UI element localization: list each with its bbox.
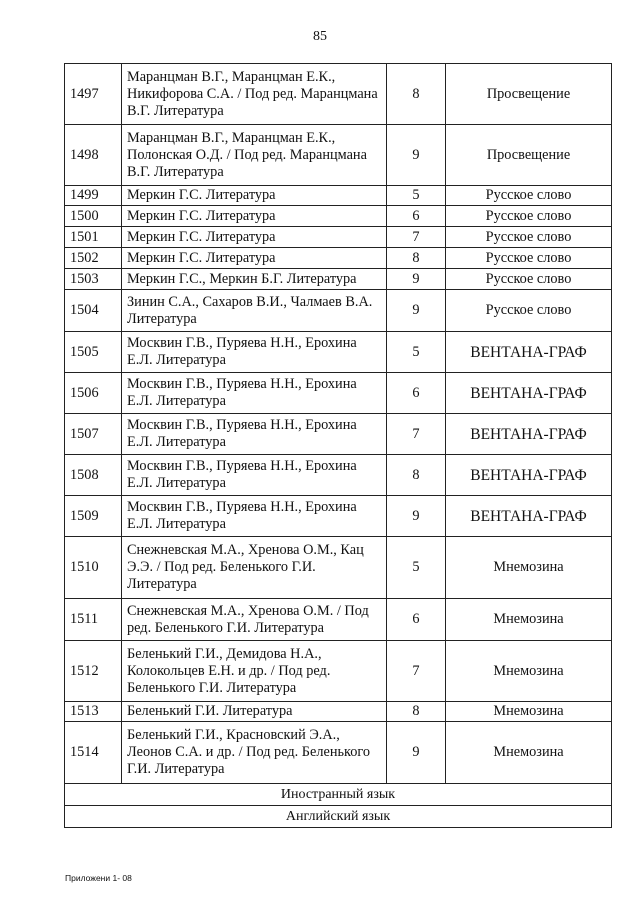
grade: 5 [387,332,446,373]
publisher: ВЕНТАНА-ГРАФ [446,414,612,455]
grade: 6 [387,206,446,227]
row-number: 1504 [65,290,122,332]
table-row [65,332,612,373]
book-title: Беленький Г.И., Демидова Н.А., Колокольцев Е.Н. и др. / Под ред. Беленького Г.И. Литература [122,641,387,702]
publisher: Мнемозина [446,722,612,784]
grade: 6 [387,599,446,641]
table-row [65,125,612,186]
table-row [65,206,612,227]
section-row-english-language [65,806,612,828]
table-row [65,599,612,641]
table-row [65,722,612,784]
grade: 8 [387,455,446,496]
book-title: Меркин Г.С., Меркин Б.Г. Литература [122,269,387,290]
grade: 7 [387,414,446,455]
row-number: 1507 [65,414,122,455]
row-number: 1514 [65,722,122,784]
row-number: 1505 [65,332,122,373]
publisher: ВЕНТАНА-ГРАФ [446,373,612,414]
section-row-foreign-language [65,784,612,806]
book-title: Снежневская М.А., Хренова О.М., Кац Э.Э. / Под ред. Беленького Г.И. Литература [122,537,387,599]
publisher: Русское слово [446,206,612,227]
book-title: Москвин Г.В., Пуряева Н.Н., Ерохина Е.Л. Литература [122,332,387,373]
table-row [65,227,612,248]
book-title: Беленький Г.И. Литература [122,702,387,722]
book-title: Зинин С.А., Сахаров В.И., Чалмаев В.А. Литература [122,290,387,332]
publisher: Просвещение [446,64,612,125]
publisher: Русское слово [446,186,612,206]
book-title: Меркин Г.С. Литература [122,248,387,269]
grade: 7 [387,641,446,702]
textbook-table [64,63,612,828]
row-number: 1501 [65,227,122,248]
grade: 9 [387,269,446,290]
row-number: 1513 [65,702,122,722]
row-number: 1500 [65,206,122,227]
row-number: 1502 [65,248,122,269]
book-title: Снежневская М.А., Хренова О.М. / Под ред. Беленького Г.И. Литература [122,599,387,641]
table-row [65,455,612,496]
book-title: Меркин Г.С. Литература [122,206,387,227]
book-title: Маранцман В.Г., Маранцман Е.К., Полонская О.Д. / Под ред. Маранцмана В.Г. Литература [122,125,387,186]
table-row [65,64,612,125]
grade: 8 [387,64,446,125]
book-title: Москвин Г.В., Пуряева Н.Н., Ерохина Е.Л. Литература [122,414,387,455]
page-number: 85 [313,29,327,44]
table-body [65,64,612,828]
grade: 9 [387,722,446,784]
book-title: Маранцман В.Г., Маранцман Е.К., Никифорова С.А. / Под ред. Маранцмана В.Г. Литература [122,64,387,125]
table-row [65,186,612,206]
book-title: Москвин Г.В., Пуряева Н.Н., Ерохина Е.Л. Литература [122,496,387,537]
publisher: Мнемозина [446,599,612,641]
table-row [65,248,612,269]
footer-note: Приложени 1- 08 [65,873,132,883]
row-number: 1512 [65,641,122,702]
grade: 7 [387,227,446,248]
publisher: ВЕНТАНА-ГРАФ [446,332,612,373]
grade: 9 [387,290,446,332]
table-row [65,269,612,290]
row-number: 1509 [65,496,122,537]
grade: 8 [387,702,446,722]
grade: 9 [387,496,446,537]
row-number: 1499 [65,186,122,206]
publisher: Мнемозина [446,537,612,599]
row-number: 1503 [65,269,122,290]
table-row [65,496,612,537]
grade: 5 [387,537,446,599]
book-title: Беленький Г.И., Красновский Э.А., Леонов С.А. и др. / Под ред. Беленького Г.И. Литература [122,722,387,784]
publisher: Русское слово [446,269,612,290]
section-heading-foreign-language: Иностранный язык [65,784,612,806]
row-number: 1510 [65,537,122,599]
grade: 6 [387,373,446,414]
grade: 9 [387,125,446,186]
row-number: 1506 [65,373,122,414]
row-number: 1498 [65,125,122,186]
row-number: 1511 [65,599,122,641]
book-title: Москвин Г.В., Пуряева Н.Н., Ерохина Е.Л. Литература [122,455,387,496]
table-row [65,537,612,599]
publisher: ВЕНТАНА-ГРАФ [446,455,612,496]
book-title: Меркин Г.С. Литература [122,227,387,248]
grade: 5 [387,186,446,206]
publisher: Мнемозина [446,702,612,722]
table-row [65,290,612,332]
table-row [65,641,612,702]
grade: 8 [387,248,446,269]
publisher: ВЕНТАНА-ГРАФ [446,496,612,537]
section-heading-english-language: Английский язык [65,806,612,828]
row-number: 1508 [65,455,122,496]
book-title: Москвин Г.В., Пуряева Н.Н., Ерохина Е.Л. Литература [122,373,387,414]
table-row [65,702,612,722]
publisher: Русское слово [446,227,612,248]
publisher: Мнемозина [446,641,612,702]
publisher: Просвещение [446,125,612,186]
row-number: 1497 [65,64,122,125]
table-row [65,414,612,455]
publisher: Русское слово [446,290,612,332]
publisher: Русское слово [446,248,612,269]
book-title: Меркин Г.С. Литература [122,186,387,206]
table-row [65,373,612,414]
